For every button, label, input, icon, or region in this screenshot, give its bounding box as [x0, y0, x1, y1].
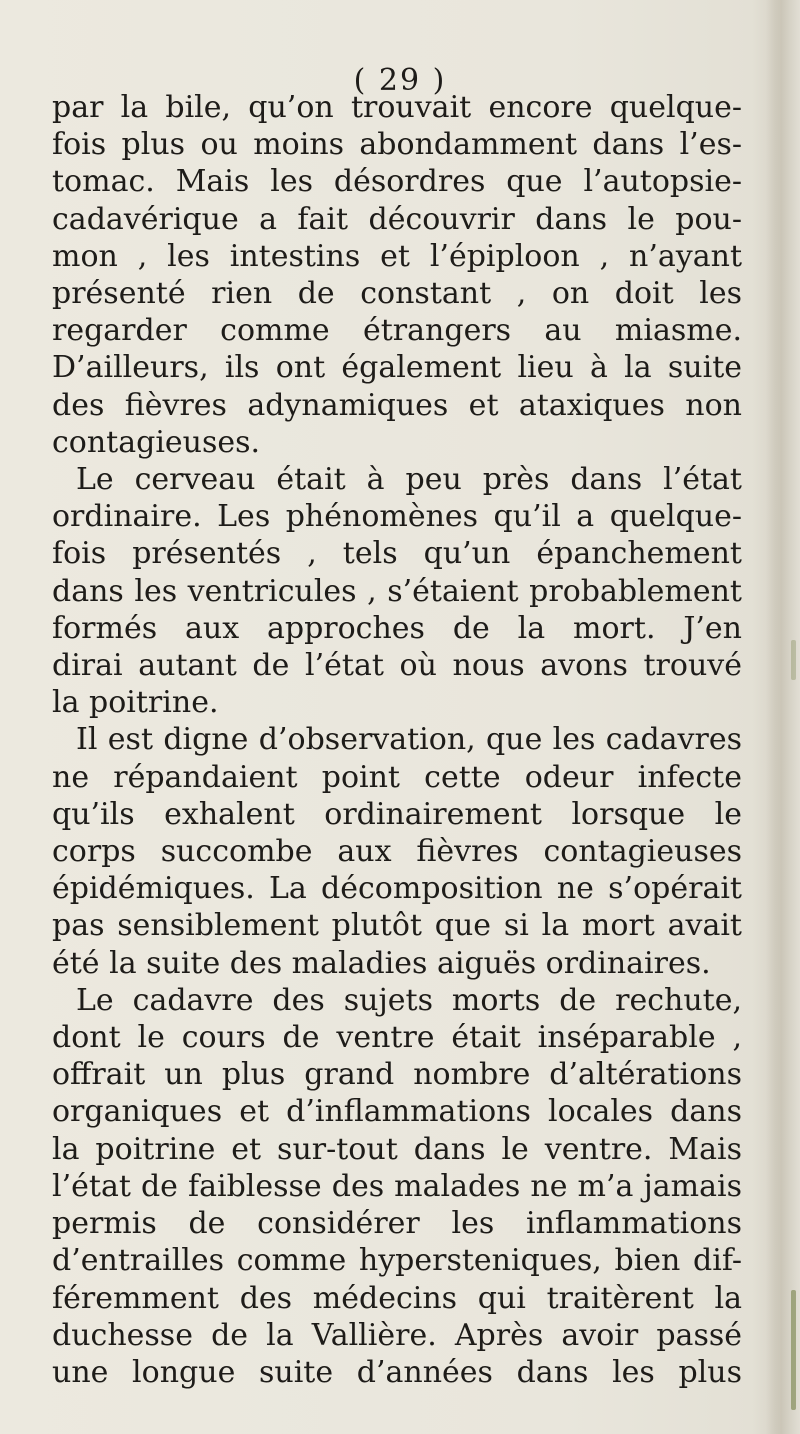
- text-line: été la suite des maladies aiguës ordinaires.: [52, 945, 711, 981]
- page-number: ( 29 ): [353, 63, 447, 98]
- text-line: présenté rien de constant , on doit les: [52, 276, 742, 312]
- text-line: D’ailleurs, ils ont également lieu à la suite: [52, 350, 742, 386]
- text-line: féremment des médecins qui traitèrent la: [52, 1280, 742, 1316]
- body-text: [52, 89, 742, 1391]
- text-line: cadavérique a fait découvrir dans le pou-: [52, 201, 742, 237]
- text-line: l’état de faiblesse des malades ne m’a jamais: [52, 1168, 742, 1204]
- text-line: la poitrine.: [52, 685, 219, 721]
- text-line: ne répandaient point cette odeur infecte: [52, 759, 742, 795]
- text-line: dirai autant de l’état où nous avons trouvé: [52, 648, 742, 684]
- text-line: Le cadavre des sujets morts de rechute,: [76, 982, 742, 1018]
- text-line: Le cerveau était à peu près dans l’état: [76, 462, 742, 498]
- text-line: corps succombe aux fièvres contagieuses: [52, 834, 742, 870]
- text-line: qu’ils exhalent ordinairement lorsque le: [52, 796, 742, 832]
- text-line: ordinaire. Les phénomènes qu’il a quelque-: [52, 499, 742, 535]
- text-line: mon , les intestins et l’épiploon , n’ayant: [52, 238, 742, 274]
- text-line: contagieuses.: [52, 424, 261, 460]
- text-line: tomac. Mais les désordres que l’autopsie-: [52, 164, 742, 200]
- text-line: offrait un plus grand nombre d’altérations: [52, 1057, 742, 1093]
- page-edge-stain: [791, 640, 796, 680]
- text-line: pas sensiblement plutôt que si la mort avait: [52, 908, 742, 944]
- text-line: dans les ventricules , s’étaient probablement: [52, 573, 742, 609]
- text-line: la poitrine et sur-tout dans le ventre. Mais: [52, 1131, 742, 1167]
- text-line: duchesse de la Vallière. Après avoir passé: [52, 1317, 742, 1353]
- text-line: d’entrailles comme hypersteniques, bien dif-: [52, 1243, 742, 1279]
- page-edge-stain: [791, 1290, 796, 1410]
- text-line: regarder comme étrangers au miasme.: [52, 313, 742, 349]
- text-line: fois présentés , tels qu’un épanchement: [52, 536, 742, 572]
- text-line: permis de considérer les inflammations: [52, 1206, 742, 1242]
- text-line: Il est digne d’observation, que les cadavres: [76, 722, 742, 758]
- text-line: formés aux approches de la mort. J’en: [52, 610, 742, 646]
- text-line: des fièvres adynamiques et ataxiques non: [52, 387, 742, 423]
- page-edge-shadow: [766, 0, 800, 1434]
- text-line: une longue suite d’années dans les plus: [52, 1354, 742, 1390]
- text-line: épidémiques. La décomposition ne s’opérait: [52, 871, 742, 907]
- text-line: par la bile, qu’on trouvait encore quelque-: [52, 90, 742, 125]
- text-line: organiques et d’inflammations locales dans: [52, 1094, 742, 1130]
- text-line: fois plus ou moins abondamment dans l’es-: [52, 127, 742, 163]
- text-line: dont le cours de ventre était inséparable ,: [52, 1020, 742, 1056]
